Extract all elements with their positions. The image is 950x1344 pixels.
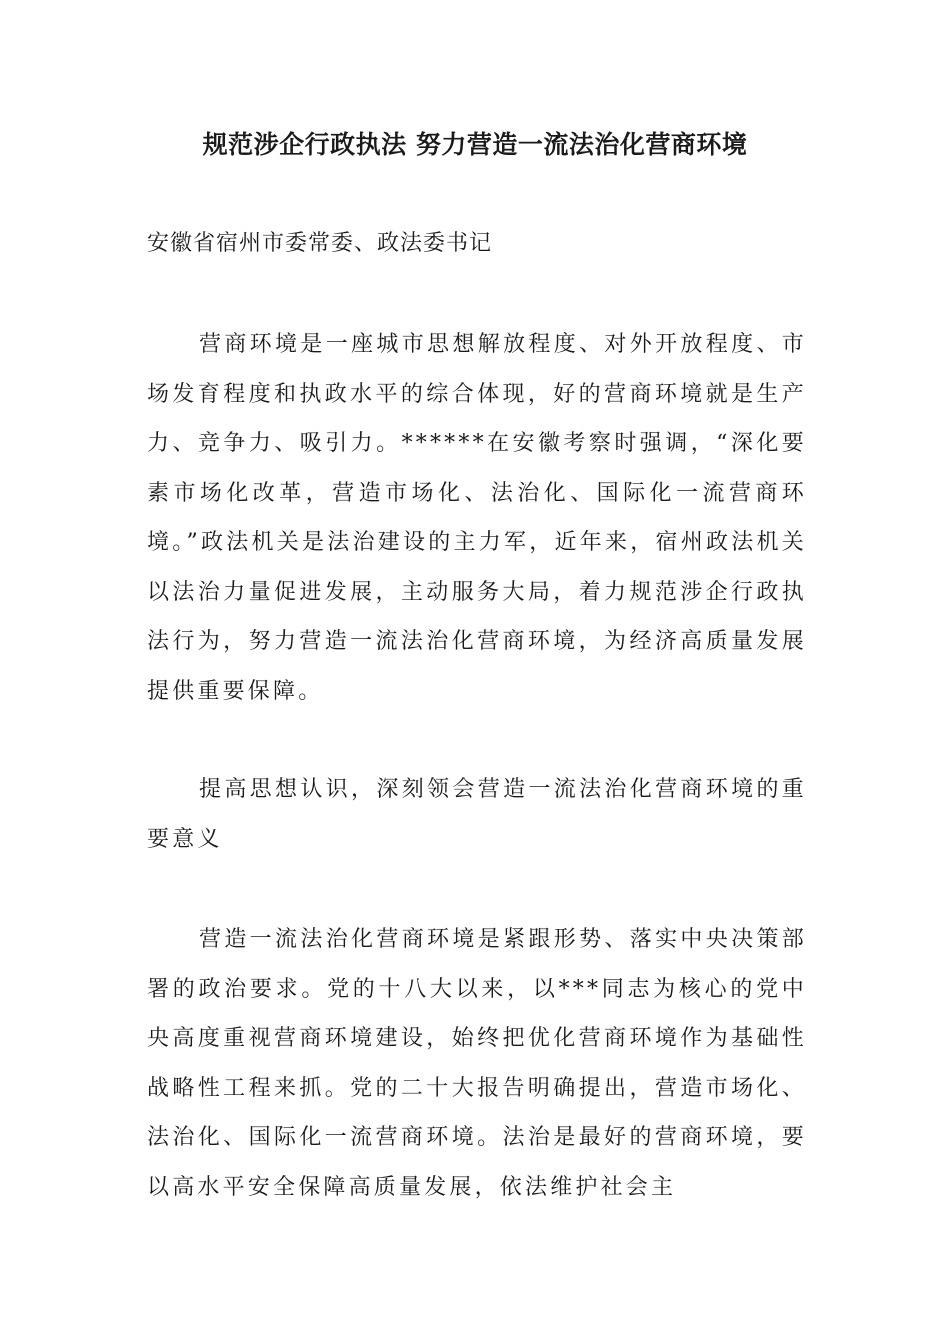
section-heading: [147, 765, 807, 864]
paragraph-text: 营造一流法治化营商环境是紧跟形势、落实中央决策部署的政治要求。党的十八大以来，以***同志为核心的党中央高度重视营商环境建设，始终把优化营商环境作为基础性战略性工程来抓。党的二十大报告明确提出，营造市场化、法治化、国际化一流营商环境。法治是最好的营商环境，要以高水平安全保障高质量发展，依法维护社会主: [147, 927, 807, 1200]
section-heading-text: 提高思想认识，深刻领会营造一流法治化营商环境的重要意义: [147, 777, 807, 852]
paragraph-section-1: [147, 915, 807, 1212]
author-line: 安徽省宿州市委常委、政法委书记: [147, 231, 493, 256]
paragraph-intro: [147, 320, 807, 716]
paragraph-text: 营商环境是一座城市思想解放程度、对外开放程度、市场发育程度和执政水平的综合体现，好的营商环境就是生产力、竞争力、吸引力。******在安徽考察时强调，“深化要素市场化改革，营造市场化、法治化、国际化一流营商环境。”政法机关是法治建设的主力军，近年来，宿州政法机关以法治力量促进发展，主动服务大局，着力规范涉企行政执法行为，努力营造一流法治化营商环境，为经济高质量发展提供重要保障。: [147, 332, 807, 704]
document-title: 规范涉企行政执法 努力营造一流法治化营商环境: [202, 130, 748, 159]
